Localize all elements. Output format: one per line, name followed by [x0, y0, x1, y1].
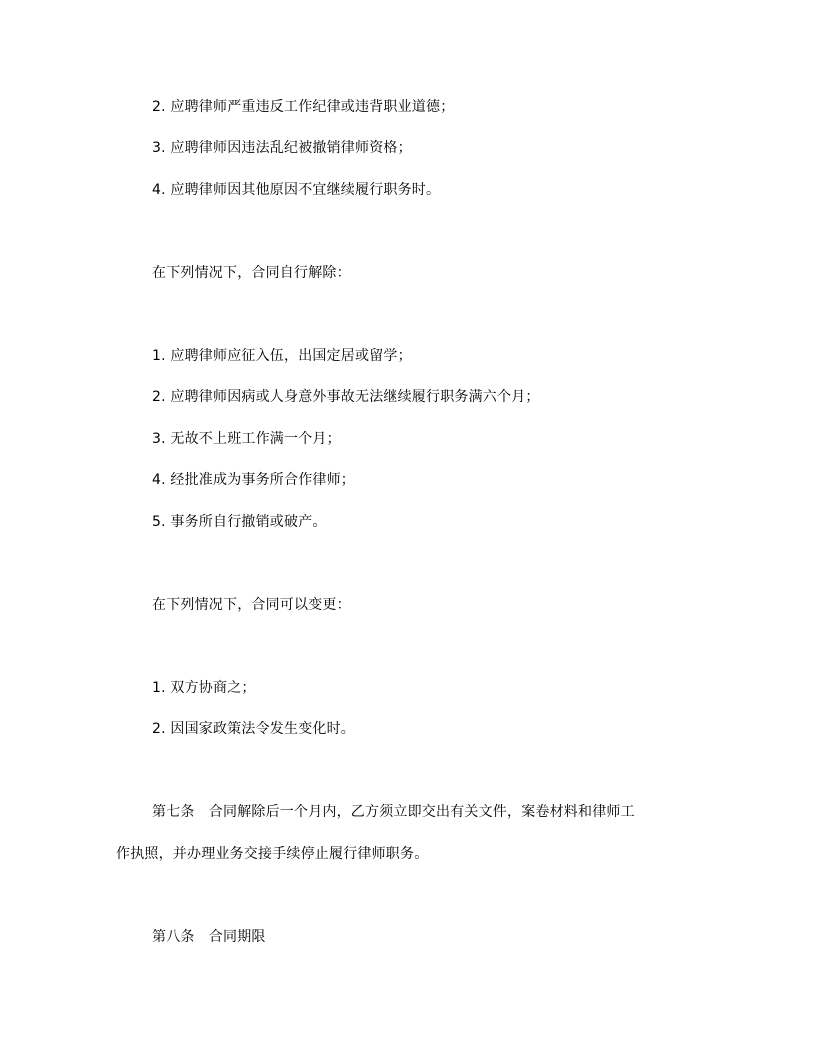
- list-item: 4. 应聘律师因其他原因不宜继续履行职务时。: [152, 182, 441, 198]
- paragraph: 在下列情况下，合同可以变更：: [152, 597, 351, 613]
- article-8-heading: 第八条 合同期限: [152, 929, 266, 945]
- article-7-text: 第七条 合同解除后一个月内，乙方须立即交出有关文件，案卷材料和律师工: [152, 804, 635, 820]
- list-item: 1. 双方协商之；: [152, 680, 256, 696]
- list-item: 4. 经批准成为事务所合作律师；: [152, 472, 356, 488]
- list-item: 2. 应聘律师严重违反工作纪律或违背职业道德；: [152, 99, 455, 115]
- list-item: 3. 无故不上班工作满一个月；: [152, 431, 341, 447]
- paragraph: 在下列情况下，合同自行解除：: [152, 265, 351, 281]
- article-7-text-continued: 作执照，并办理业务交接手续停止履行律师职务。: [116, 846, 429, 862]
- list-item: 2. 应聘律师因病或人身意外事故无法继续履行职务满六个月；: [152, 389, 540, 405]
- list-item: 5. 事务所自行撤销或破产。: [152, 514, 327, 530]
- list-item: 2. 因国家政策法令发生变化时。: [152, 721, 356, 737]
- list-item: 1. 应聘律师应征入伍，出国定居或留学；: [152, 348, 412, 364]
- list-item: 3. 应聘律师因违法乱纪被撤销律师资格；: [152, 140, 412, 156]
